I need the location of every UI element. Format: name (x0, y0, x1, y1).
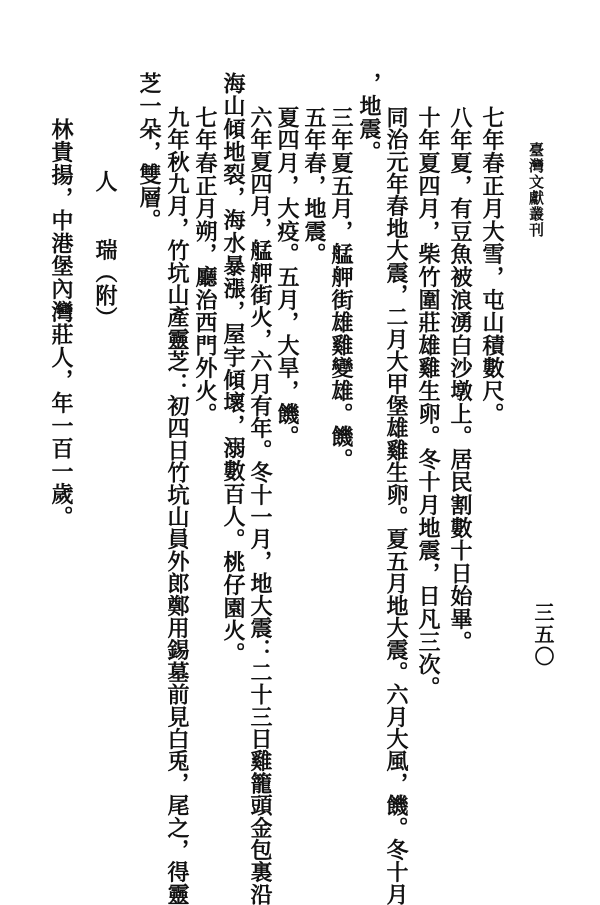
text-line-6: 三年夏五月，艋舺街雄雞變雄。饑。 (328, 106, 354, 471)
text-line-5: ，地震。 (356, 72, 382, 164)
text-line-9: 六年夏四月，艋舺街火，六月有年。冬十一月，地大震：二十三日雞籠頭金包裏沿 (247, 106, 273, 905)
text-line-11: 七年春正月朔，廳治西門外火。 (192, 106, 218, 426)
text-line-13: 芝一朵，雙層。 (136, 72, 162, 232)
section-heading: 人 瑞（附） (92, 170, 118, 330)
page-number: 三五〇 (531, 602, 555, 668)
text-line-3: 十年夏四月，柴竹圍莊雄雞生卵。冬十月地震，日凡三次。 (415, 106, 441, 699)
series-title: 臺灣文獻叢刊 (527, 142, 545, 238)
text-line-2: 八年夏，有豆魚被浪湧白沙墩上。居民割數十日始畢。 (447, 106, 473, 654)
text-line-1: 七年春正月大雪，屯山積數尺。 (479, 106, 505, 426)
text-line-8: 夏四月，大疫。五月，大旱，饑。 (274, 106, 300, 448)
text-line-14: 林貴揚，中港堡內灣莊人，年一百一歲。 (48, 118, 74, 529)
text-line-7: 五年春，地震。 (301, 106, 327, 266)
text-line-12: 九年秋九月，竹坑山產靈芝：初四日竹坑山員外郎鄭用錫墓前見白兎，尾之，得靈 (164, 106, 190, 905)
text-line-10: 海山傾地裂，海水暴漲，屋宇傾壞，溺數百人。桃仔園火。 (220, 72, 246, 665)
text-line-4: 同治元年春地大震，二月大甲堡雄雞生卵。夏五月地大震。六月大風，饑。冬十月 (383, 106, 409, 905)
